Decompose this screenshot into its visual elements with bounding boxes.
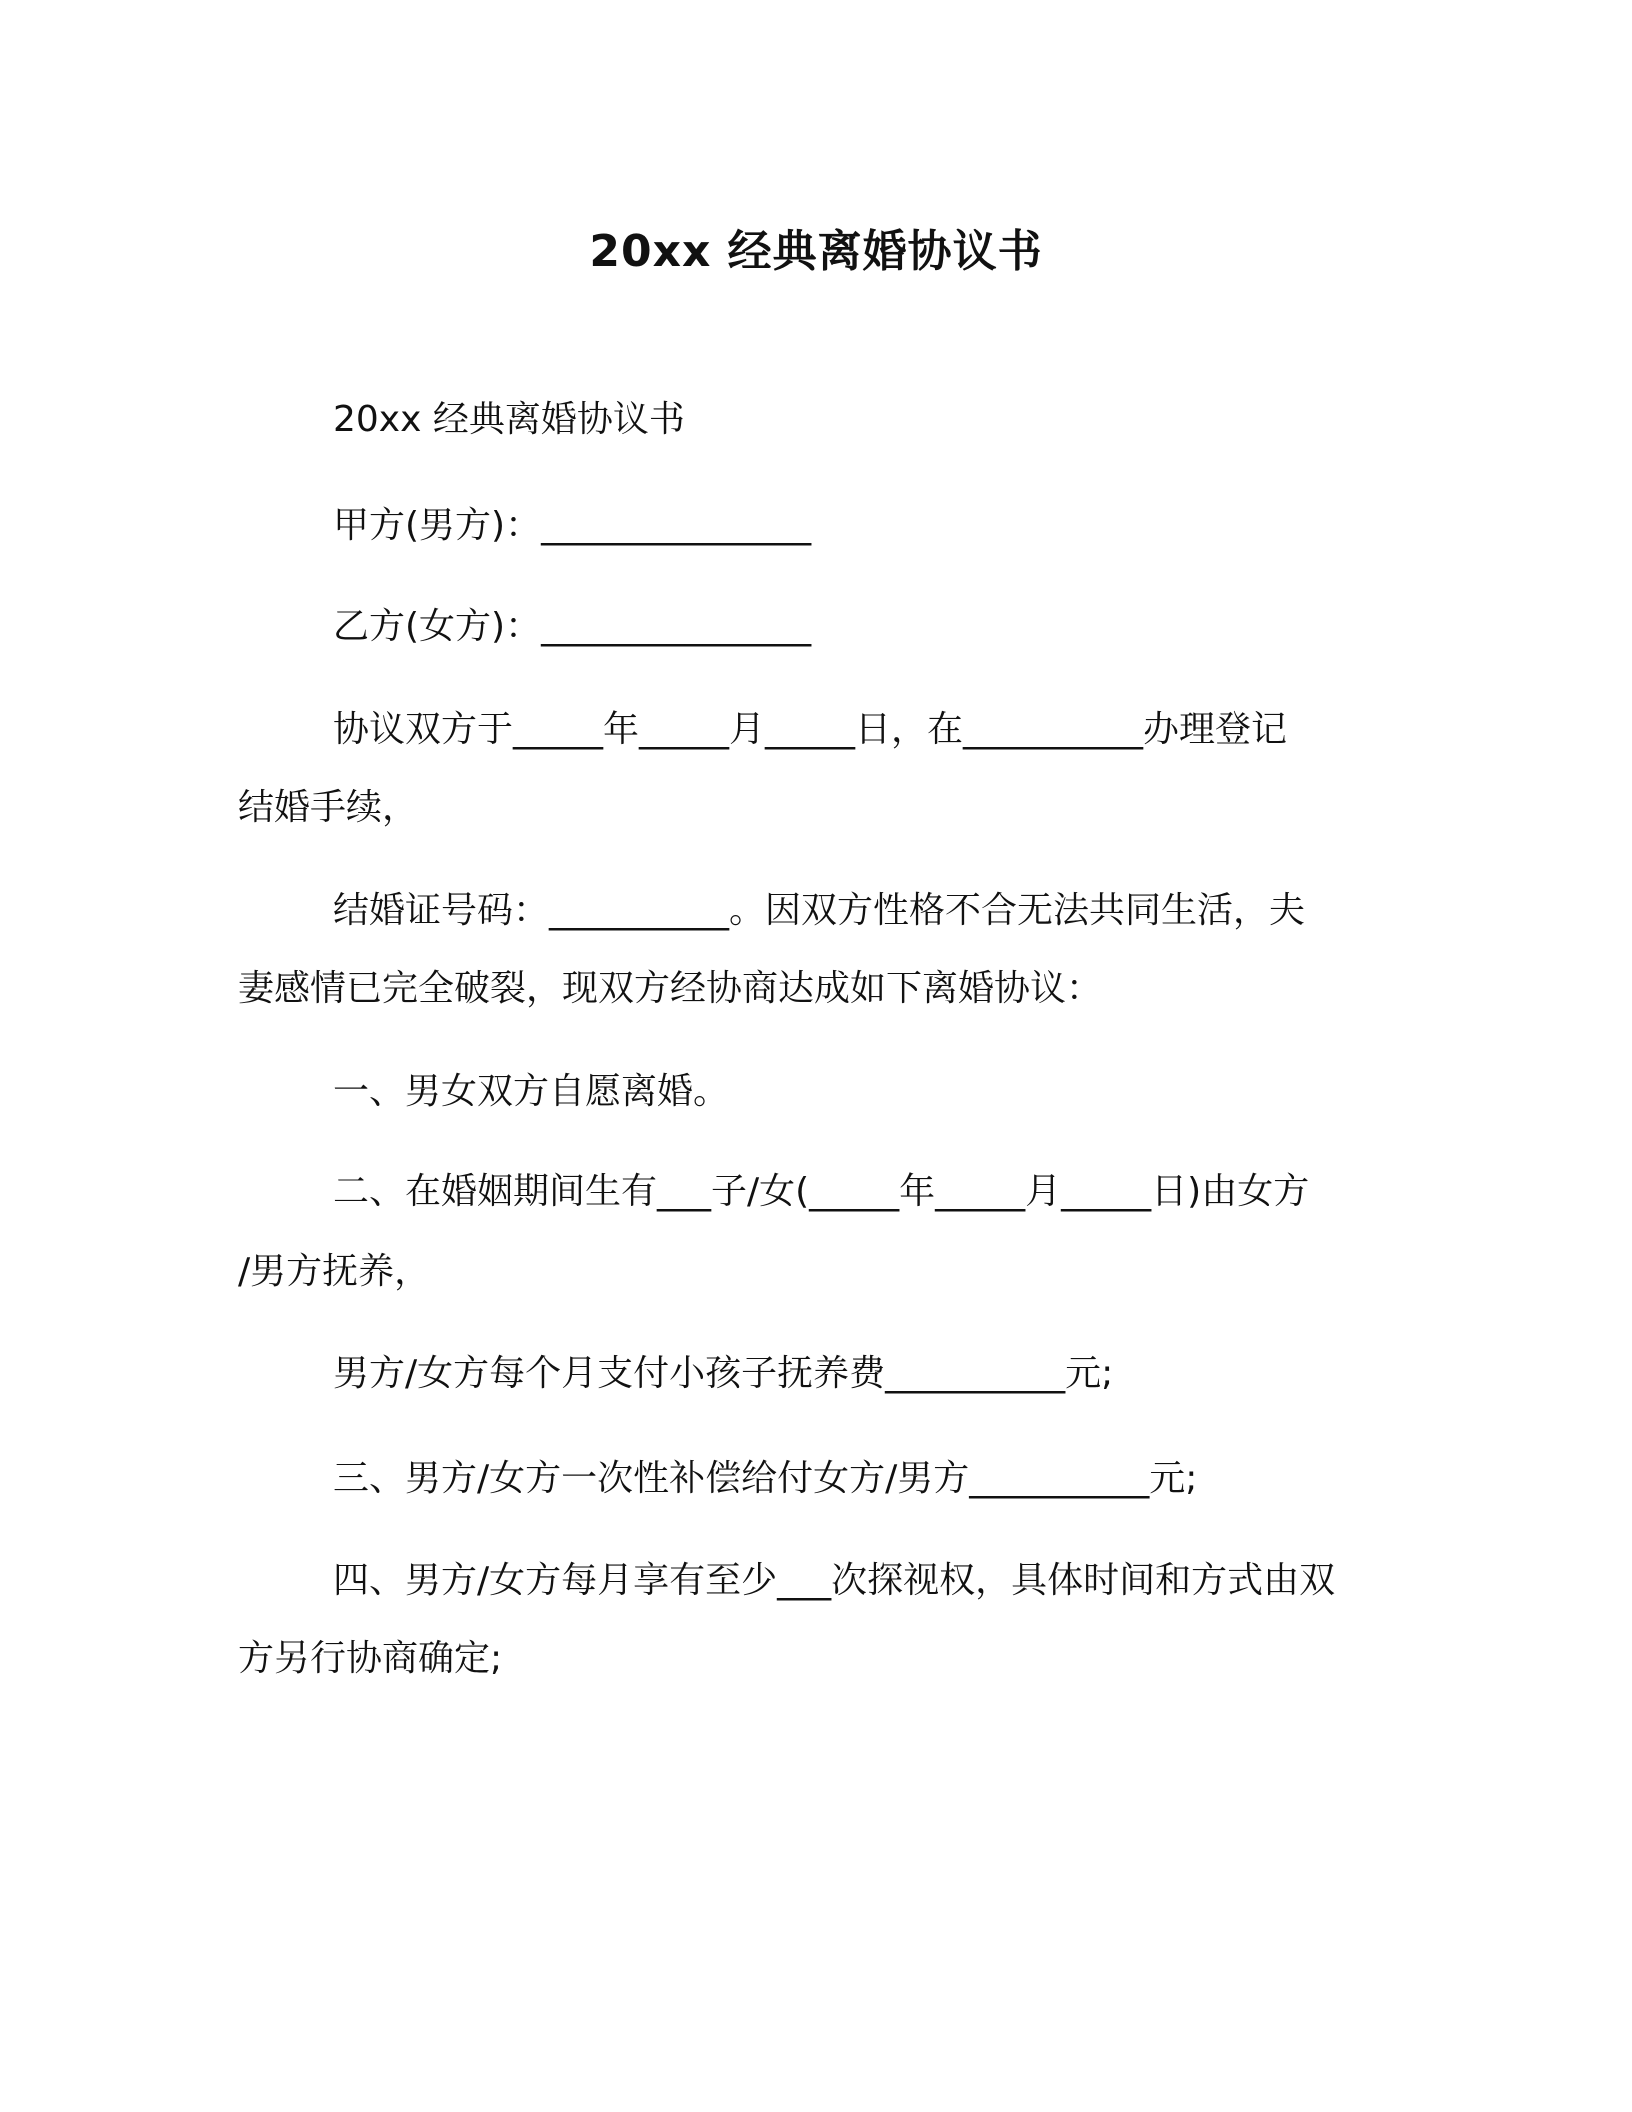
clause-2-continuation: /男方抚养， — [238, 1251, 431, 1292]
marriage-registration-line: 协议双方于_____年_____月_____日，在__________办理登记 — [333, 709, 1288, 750]
marriage-certificate-line: 结婚证号码：__________。因双方性格不合无法共同生活，夫 — [333, 890, 1306, 931]
clause-4-continuation: 方另行协商确定; — [238, 1638, 503, 1679]
clause-3-line: 三、男方/女方一次性补偿给付女方/男方__________元; — [333, 1458, 1198, 1499]
clause-4-line: 四、男方/女方每月享有至少___次探视权，具体时间和方式由双 — [333, 1560, 1336, 1601]
document-title: 20xx 经典离婚协议书 — [589, 226, 1043, 277]
clause-2-line: 二、在婚姻期间生有___子/女(_____年_____月_____日)由女方 — [333, 1171, 1310, 1212]
clause-1-line: 一、男女双方自愿离婚。 — [333, 1071, 730, 1112]
subtitle-line: 20xx 经典离婚协议书 — [333, 399, 685, 440]
party-a-line: 甲方(男方)：_______________ — [333, 505, 812, 546]
marriage-certificate-continuation: 妻感情已完全破裂，现双方经协商达成如下离婚协议： — [238, 968, 1103, 1009]
marriage-registration-continuation: 结婚手续， — [238, 787, 419, 828]
child-support-line: 男方/女方每个月支付小孩子抚养费__________元; — [333, 1353, 1114, 1394]
party-b-line: 乙方(女方)：_______________ — [333, 606, 812, 647]
